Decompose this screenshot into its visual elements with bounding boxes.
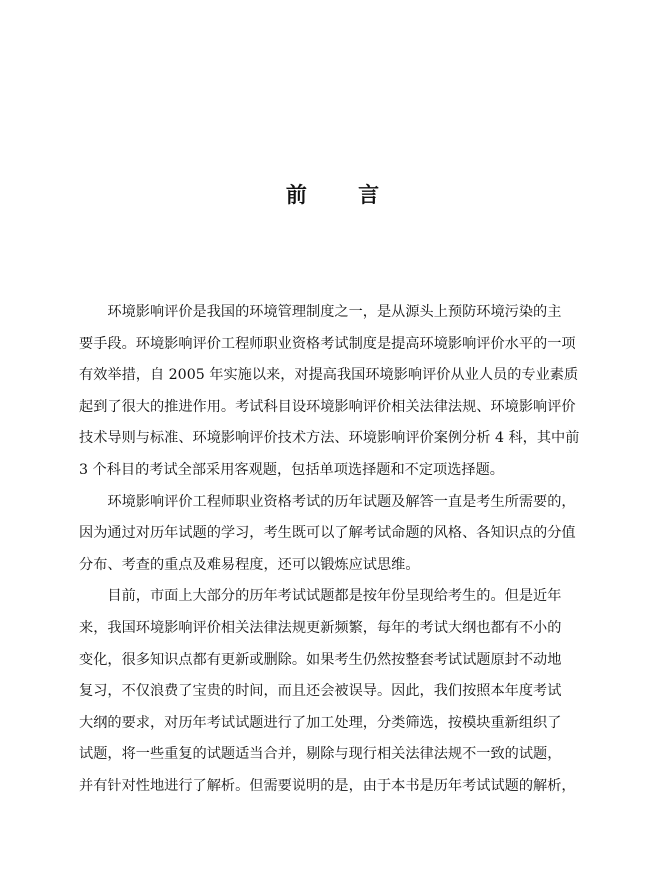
text-line: 试题，将一些重复的试题适当合并，剔除与现行相关法律法规不一致的试题， (79, 746, 562, 763)
text-line: 并有针对性地进行了解析。但需要说明的是，由于本书是历年考试试题的解析， (79, 777, 576, 794)
text-line: 目前，市面上大部分的历年考试试题都是按年份呈现给考生的。但是近年 (107, 588, 562, 605)
text-line: 环境影响评价是我国的环境管理制度之一，是从源头上预防环境污染的主 (107, 304, 562, 320)
text-line: 复习，不仅浪费了宝贵的时间，而且还会被误导。因此，我们按照本年度考试 (79, 683, 562, 700)
text-line: 要手段。环境影响评价工程师职业资格考试制度是提高环境影响评价水平的一项 (79, 335, 576, 352)
text-line: 起到了很大的推进作用。考试科目设环境影响评价相关法律法规、环境影响评价 (79, 398, 576, 415)
paragraph-1 (79, 297, 585, 487)
text-line: 因为通过对历年试题的学习，考生既可以了解考试命题的风格、各知识点的分值 (79, 525, 576, 542)
text-line: 技术导则与标准、环境影响评价技术方法、环境影响评价案例分析 4 科，其中前 (79, 430, 580, 447)
preface-body (79, 297, 585, 803)
paragraph-2 (79, 487, 585, 582)
text-line: 分布、考查的重点及难易程度，还可以锻炼应试思维。 (79, 556, 420, 573)
text-line: 大纲的要求，对历年考试试题进行了加工处理，分类筛选，按模块重新组织了 (79, 714, 562, 731)
text-line: 环境影响评价工程师职业资格考试的历年试题及解答一直是考生所需要的， (107, 493, 576, 510)
text-line: 来，我国环境影响评价相关法律法规更新频繁，每年的考试大纲也都有不小的 (79, 619, 562, 636)
paragraph-3 (79, 581, 585, 802)
page-title: 前 言 (285, 182, 402, 207)
text-line: 3 个科目的考试全部采用客观题，包括单项选择题和不定项选择题。 (79, 461, 504, 478)
text-line: 变化，很多知识点都有更新或删除。如果考生仍然按整套考试试题原封不动地 (79, 651, 562, 668)
text-line: 有效举措，自 2005 年实施以来，对提高我国环境影响评价从业人员的专业素质 (79, 367, 579, 384)
